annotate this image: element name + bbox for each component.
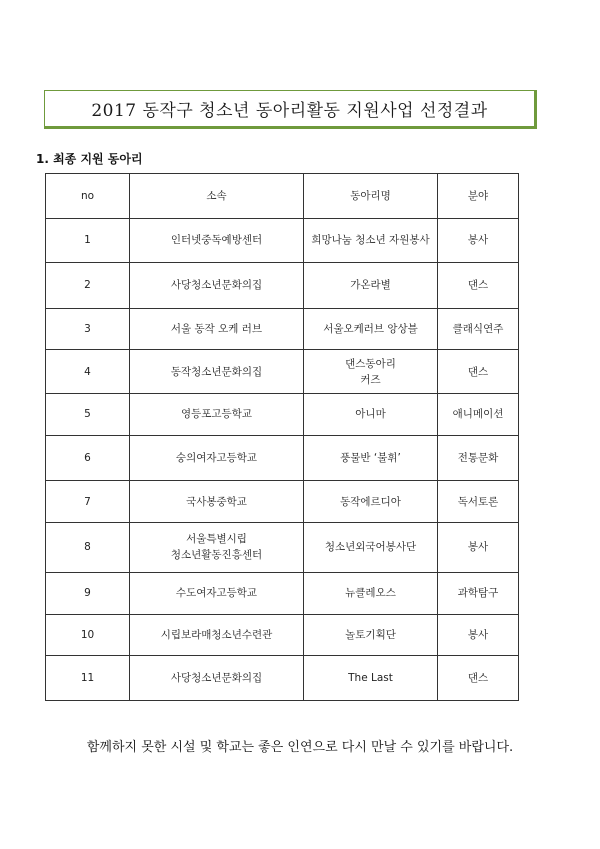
- cell-club: The Last: [304, 656, 438, 701]
- cell-club: 아니마: [304, 393, 438, 435]
- cell-no: 1: [46, 219, 130, 263]
- cell-org: 사당청소년문화의집: [130, 656, 304, 701]
- cell-no: 3: [46, 308, 130, 350]
- cell-club: 희망나눔 청소년 자원봉사: [304, 219, 438, 263]
- cell-field: 봉사: [438, 522, 519, 572]
- cell-org: 수도여자고등학교: [130, 572, 304, 614]
- clubs-table: [45, 173, 519, 701]
- cell-no: 4: [46, 350, 130, 394]
- cell-no: 2: [46, 262, 130, 308]
- footer-note: 함께하지 못한 시설 및 학교는 좋은 인연으로 다시 만날 수 있기를 바랍니다.: [86, 740, 514, 755]
- cell-club: 가온라별: [304, 262, 438, 308]
- title-box: [44, 90, 537, 129]
- cell-club: 청소년외국어봉사단: [304, 522, 438, 572]
- cell-org: 사당청소년문화의집: [130, 262, 304, 308]
- table-header-row: [46, 174, 519, 219]
- table-body: [46, 219, 519, 701]
- cell-no: 9: [46, 572, 130, 614]
- page-title: 2017 동작구 청소년 동아리활동 지원사업 선정결과: [91, 101, 488, 121]
- cell-no: 8: [46, 522, 130, 572]
- cell-no: 10: [46, 614, 130, 656]
- cell-field: 봉사: [438, 219, 519, 263]
- cell-org: 인터넷중독예방센터: [130, 219, 304, 263]
- cell-field: 클래식연주: [438, 308, 519, 350]
- cell-club: 뉴클레오스: [304, 572, 438, 614]
- cell-field: 전통문화: [438, 435, 519, 481]
- cell-org: 영등포고등학교: [130, 393, 304, 435]
- section-heading: 1. 최종 지원 동아리: [36, 152, 143, 166]
- cell-field: 댄스: [438, 656, 519, 701]
- cell-field: 댄스: [438, 262, 519, 308]
- cell-field: 댄스: [438, 350, 519, 394]
- cell-club: 댄스동아리 커즈: [304, 350, 438, 394]
- table-row: [46, 481, 519, 523]
- cell-club: 놀토기획단: [304, 614, 438, 656]
- cell-club: 풍물반 ‘불휘’: [304, 435, 438, 481]
- cell-club: 동작에르디아: [304, 481, 438, 523]
- cell-org: 국사봉중학교: [130, 481, 304, 523]
- cell-field: 애니메이션: [438, 393, 519, 435]
- header-field: 분야: [438, 174, 519, 219]
- cell-field: 봉사: [438, 614, 519, 656]
- cell-org: 숭의여자고등학교: [130, 435, 304, 481]
- table-row: [46, 656, 519, 701]
- cell-no: 11: [46, 656, 130, 701]
- header-club: 동아리명: [304, 174, 438, 219]
- cell-field: 과학탐구: [438, 572, 519, 614]
- table-row: [46, 219, 519, 263]
- table-row: [46, 435, 519, 481]
- header-no: no: [46, 174, 130, 219]
- cell-org: 동작청소년문화의집: [130, 350, 304, 394]
- cell-org: 시립보라매청소년수련관: [130, 614, 304, 656]
- header-org: 소속: [130, 174, 304, 219]
- table-row: [46, 350, 519, 394]
- cell-club: 서울오케러브 앙상블: [304, 308, 438, 350]
- cell-no: 7: [46, 481, 130, 523]
- table-row: [46, 572, 519, 614]
- cell-no: 6: [46, 435, 130, 481]
- cell-no: 5: [46, 393, 130, 435]
- table-row: [46, 522, 519, 572]
- cell-field: 독서토론: [438, 481, 519, 523]
- cell-org: 서울특별시립 청소년활동진흥센터: [130, 522, 304, 572]
- table-row: [46, 393, 519, 435]
- table-row: [46, 262, 519, 308]
- table-row: [46, 308, 519, 350]
- table-row: [46, 614, 519, 656]
- cell-org: 서울 동작 오케 러브: [130, 308, 304, 350]
